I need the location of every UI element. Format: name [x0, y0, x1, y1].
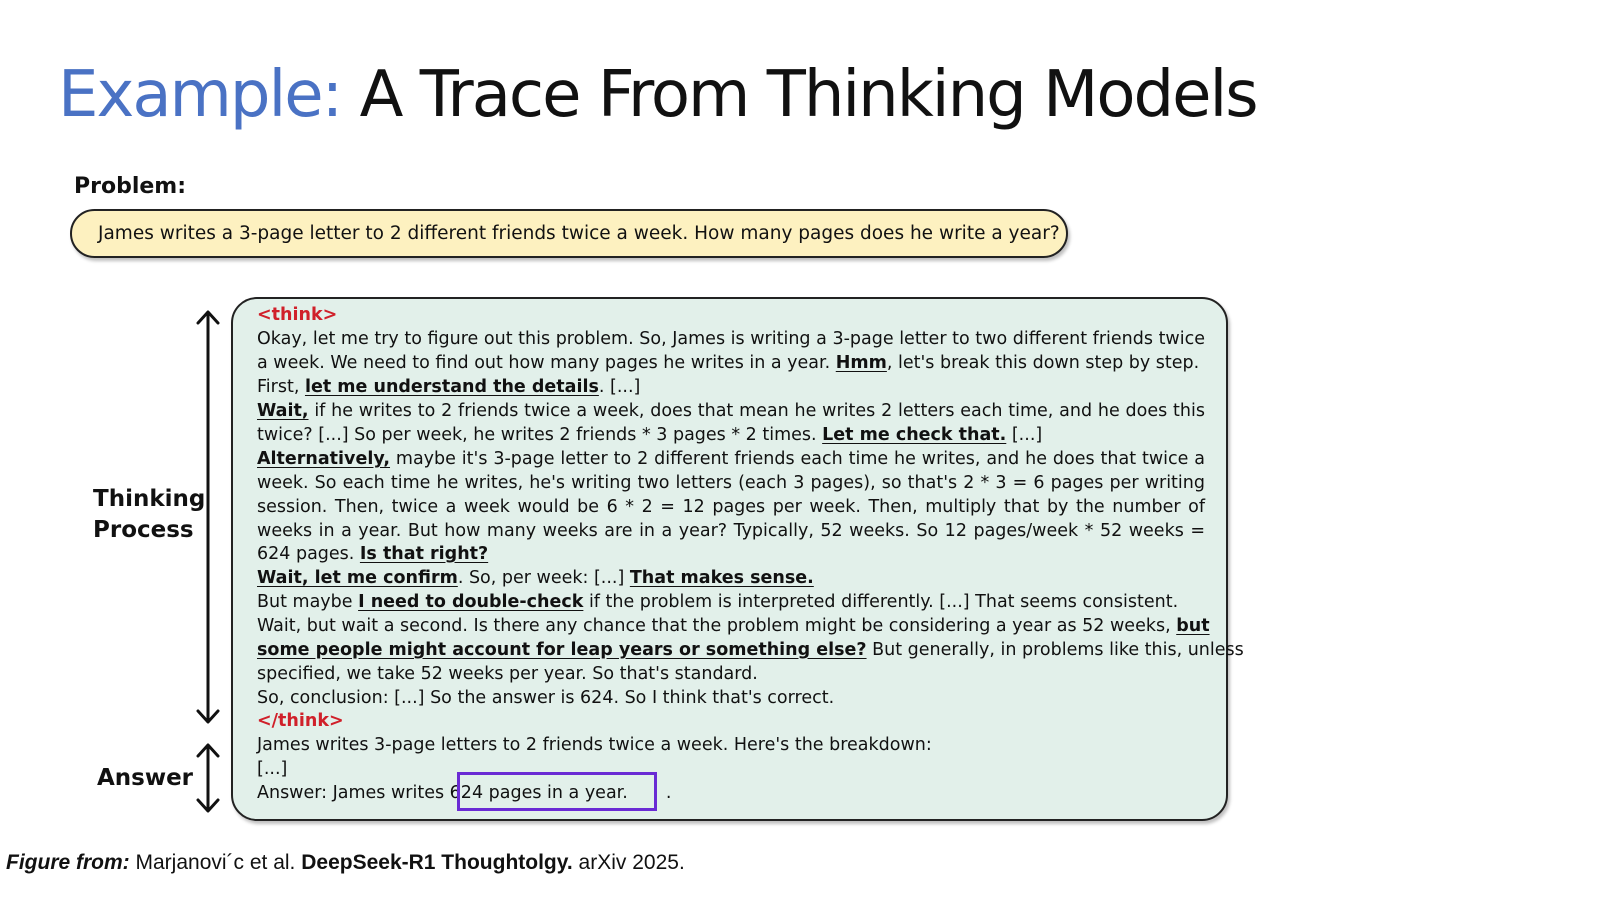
- answer-line-2: [...]: [257, 759, 288, 779]
- trace-text: , let's break this down step by step.: [886, 353, 1200, 373]
- think-close-text: </think>: [257, 711, 344, 731]
- trace-line-9: weeks in a year. But how many weeks are in a year? Typically, 52 weeks. So 12 pages/week * 52 weeks =: [257, 521, 1205, 541]
- key-phrase-wait: Wait,: [257, 401, 309, 421]
- thinking-label-line1: Thinking: [93, 486, 206, 512]
- caption-authors: Marjanovi´c et al.: [129, 851, 302, 874]
- title-main: A Trace From Thinking Models: [359, 58, 1257, 132]
- think-open-tag: [257, 303, 1205, 327]
- trace-text: a week. We need to find out how many pages he writes in a year.: [257, 353, 836, 373]
- key-phrase-check: Let me check that.: [822, 425, 1007, 445]
- figure-caption: [6, 851, 685, 875]
- key-phrase-double-check: I need to double-check: [358, 592, 584, 612]
- trace-text: 624 pages.: [257, 544, 360, 564]
- answer-highlight-box: [457, 772, 657, 811]
- trace-text: if he writes to 2 friends twice a week, does that mean he writes 2 letters each time, and he does this: [308, 401, 1205, 421]
- final-answer-text: 624 pages in a year.: [449, 783, 628, 803]
- key-phrase-makes-sense: That makes sense.: [629, 568, 814, 588]
- trace-text: .: [665, 783, 672, 803]
- trace-text: . So, per week: [...]: [457, 568, 630, 588]
- trace-line-15: specified, we take 52 weeks per year. So that's standard.: [257, 664, 758, 684]
- thinking-label-line2: Process: [93, 517, 194, 543]
- trace-text: twice? [...] So per week, he writes 2 friends * 3 pages * 2 times.: [257, 425, 823, 445]
- title-accent: Example:: [58, 58, 342, 132]
- think-close-tag: [257, 709, 1205, 733]
- trace-line-1: Okay, let me try to figure out this problem. So, James is writing a 3-page letter to two different friends twice: [257, 329, 1205, 349]
- answer-line-3: [257, 781, 1205, 805]
- trace-line-11: [257, 566, 1205, 590]
- trace-text: But maybe: [257, 592, 359, 612]
- trace-line-13: [257, 614, 1210, 638]
- trace-text: First,: [257, 377, 305, 397]
- key-phrase-hmm: Hmm: [835, 353, 887, 373]
- trace-text: if the problem is interpreted differently. [...] That seems consistent.: [583, 592, 1179, 612]
- trace-text: Answer: James writes: [257, 783, 450, 803]
- trace-text: . [...]: [598, 377, 641, 397]
- trace-line-3: [257, 375, 1205, 399]
- trace-text: [...]: [1006, 425, 1043, 445]
- trace-line-8: session. Then, twice a week would be 6 * 2 = 12 pages per week. Then, multiply that by the number of: [257, 497, 1205, 517]
- key-phrase-understand: let me understand the details: [304, 377, 599, 397]
- key-phrase-but: but: [1176, 616, 1210, 636]
- think-open-text: <think>: [257, 305, 338, 325]
- bracket-arrows: [190, 305, 226, 817]
- answer-span-arrow-icon: [198, 745, 218, 811]
- key-phrase-confirm: Wait, let me confirm: [257, 568, 458, 588]
- trace-line-4: [257, 399, 1205, 423]
- problem-label: Problem:: [74, 174, 187, 199]
- caption-venue: arXiv 2025.: [572, 851, 685, 874]
- trace-text: Wait, but wait a second. Is there any chance that the problem might be considering a year as 52 weeks,: [257, 616, 1177, 636]
- trace-text: But generally, in problems like this, unless: [866, 640, 1244, 660]
- key-phrase-alternatively: Alternatively,: [257, 449, 391, 469]
- caption-paper-title: DeepSeek-R1 Thoughtolgy.: [301, 851, 573, 874]
- trace-line-5: [257, 423, 1205, 447]
- caption-prefix: Figure from:: [6, 851, 130, 874]
- thinking-process-label: [93, 484, 206, 546]
- answer-label: Answer: [96, 765, 194, 791]
- key-phrase-is-that-right: Is that right?: [359, 544, 489, 564]
- key-phrase-leap-years: some people might account for leap years or something else?: [257, 640, 867, 660]
- trace-line-16: So, conclusion: [...] So the answer is 624. So I think that's correct.: [257, 688, 835, 708]
- trace-line-7: week. So each time he writes, he's writing two letters (each 3 pages), so that's 2 * 3 = 6 pages per writing: [257, 473, 1205, 493]
- trace-line-6: [257, 447, 1205, 471]
- trace-line-12: [257, 590, 1205, 614]
- answer-line-1: James writes 3-page letters to 2 friends twice a week. Here's the breakdown:: [257, 735, 932, 755]
- trace-line-10: [257, 542, 1205, 566]
- problem-box: James writes a 3-page letter to 2 different friends twice a week. How many pages does he write a year?: [70, 209, 1068, 258]
- trace-text: maybe it's 3-page letter to 2 different friends each time he writes, and he does that twice a: [390, 449, 1205, 469]
- trace-line-2: [257, 351, 1205, 375]
- slide-title: [58, 58, 1257, 132]
- thinking-span-arrow-icon: [198, 312, 218, 722]
- trace-line-14: [257, 638, 1244, 662]
